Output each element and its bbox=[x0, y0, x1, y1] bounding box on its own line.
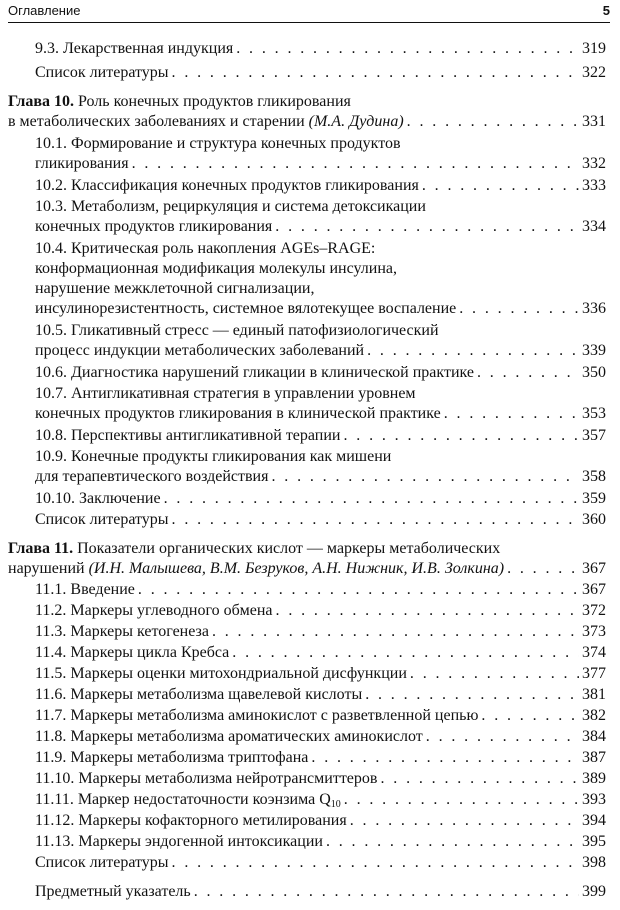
dot-leader bbox=[194, 882, 579, 902]
toc-entry-page: 384 bbox=[582, 728, 606, 745]
toc-entry-title: 10.9. Конечные продукты гликирования как мишени bbox=[35, 448, 392, 465]
toc-entry-title: 11.5. Маркеры оценки митохондриальной дисфункции bbox=[35, 665, 407, 682]
chapter-authors: (И.Н. Малышева, В.М. Безруков, А.Н. Нижник, И.В. Золкина) bbox=[88, 560, 505, 577]
toc-entry-11-4[interactable] bbox=[35, 643, 606, 663]
dot-leader bbox=[407, 112, 579, 132]
toc-entry-title: 11.9. Маркеры метаболизма триптофана bbox=[35, 749, 309, 766]
toc-entry-title-cont: инсулинорезистентность, системное вялотекущее воспаление bbox=[35, 300, 457, 317]
toc-entry-10-9-line2[interactable] bbox=[35, 467, 606, 487]
toc-entry-title-cont: гликирования bbox=[35, 155, 129, 172]
toc-entry-page: 334 bbox=[582, 218, 606, 235]
toc-entry-10-4-line3[interactable] bbox=[35, 279, 606, 299]
toc-entry-page: 360 bbox=[582, 511, 606, 528]
toc-chapter-11-title-line1[interactable] bbox=[8, 539, 606, 559]
toc-entry-11-references[interactable] bbox=[35, 853, 606, 873]
toc-entry-title: 10.1. Формирование и структура конечных продуктов bbox=[35, 135, 401, 152]
toc-entry-page: 358 bbox=[582, 468, 606, 485]
toc-entry-title: 11.6. Маркеры метаболизма щавелевой кислоты bbox=[35, 686, 363, 703]
toc-entry-title: 11.2. Маркеры углеводного обмена bbox=[35, 602, 273, 619]
toc-entry-10-10[interactable] bbox=[35, 489, 606, 509]
dot-leader bbox=[275, 217, 579, 237]
toc-entry-10-5-line1[interactable] bbox=[35, 321, 606, 341]
toc-entry-page: 374 bbox=[582, 644, 606, 661]
dot-leader bbox=[481, 706, 579, 726]
toc-entry-title-cont: конечных продуктов гликирования bbox=[35, 218, 273, 235]
dot-leader bbox=[236, 39, 579, 59]
toc-entry-page: 350 bbox=[582, 364, 606, 381]
toc-entry-page: 382 bbox=[582, 707, 606, 724]
toc-entry-10-9-line1[interactable] bbox=[35, 447, 606, 467]
toc-entry-11-7[interactable] bbox=[35, 706, 606, 726]
dot-leader bbox=[350, 811, 579, 831]
toc-entry-page: 398 bbox=[582, 854, 606, 871]
toc-entry-page: 381 bbox=[582, 686, 606, 703]
toc-entry-10-1-line1[interactable] bbox=[35, 134, 606, 154]
toc-entry-10-3-line1[interactable] bbox=[35, 197, 606, 217]
toc-entry-page: 339 bbox=[582, 342, 606, 359]
dot-leader bbox=[507, 559, 579, 579]
toc-entry-page: 333 bbox=[582, 177, 606, 194]
toc-entry-11-6[interactable] bbox=[35, 685, 606, 705]
toc-entry-title: 10.3. Метаболизм, рециркуляция и система детоксикации bbox=[35, 198, 426, 215]
dot-leader bbox=[311, 748, 579, 768]
dot-leader bbox=[212, 622, 579, 642]
toc-entry-title: 11.11. Маркер недостаточности коэнзима Q bbox=[35, 791, 331, 808]
dot-leader bbox=[410, 664, 579, 684]
toc-entry-title: 11.4. Маркеры цикла Кребса bbox=[35, 644, 230, 661]
dot-leader bbox=[343, 426, 579, 446]
subscript: 10 bbox=[330, 799, 341, 810]
toc-entry-11-10[interactable] bbox=[35, 769, 606, 789]
toc-entry-title: 11.1. Введение bbox=[35, 581, 135, 598]
dot-leader bbox=[367, 341, 579, 361]
toc-entry-11-11[interactable] bbox=[35, 790, 606, 810]
chapter-label: Глава 10. bbox=[8, 93, 74, 110]
header-title: Оглавление bbox=[8, 3, 81, 18]
toc-entry-page: 332 bbox=[582, 155, 606, 172]
dot-leader bbox=[172, 63, 579, 83]
dot-leader bbox=[426, 727, 579, 747]
toc-entry-title: Список литературы bbox=[35, 854, 169, 871]
toc-entry-title-cont: конформационная модификация молекулы инсулина, bbox=[35, 260, 397, 277]
chapter-authors: (М.А. Дудина) bbox=[308, 113, 404, 130]
dot-leader bbox=[344, 790, 579, 810]
dot-leader bbox=[326, 832, 579, 852]
toc-entry-title: Предметный указатель bbox=[35, 883, 191, 900]
toc-entry-11-1[interactable] bbox=[35, 580, 606, 600]
toc-entry-10-4-line4[interactable] bbox=[35, 299, 606, 319]
toc-entry-10-7-line2[interactable] bbox=[35, 404, 606, 424]
toc-entry-title-cont: конечных продуктов гликирования в клинической практике bbox=[35, 405, 441, 422]
toc-entry-11-8[interactable] bbox=[35, 727, 606, 747]
toc-entry-10-1-line2[interactable] bbox=[35, 154, 606, 174]
chapter-title-part: нарушений bbox=[8, 560, 89, 577]
toc-entry-title: Список литературы bbox=[35, 64, 169, 81]
toc-entry-page: 395 bbox=[582, 833, 606, 850]
toc-chapter-10-title-line1[interactable] bbox=[8, 92, 606, 112]
toc-entry-page: 336 bbox=[582, 300, 606, 317]
toc-entry-10-2[interactable] bbox=[35, 176, 606, 196]
toc-entry-11-3[interactable] bbox=[35, 622, 606, 642]
dot-leader bbox=[172, 853, 579, 873]
toc-entry-page: 357 bbox=[582, 427, 606, 444]
dot-leader bbox=[172, 510, 579, 530]
toc-entry-page: 387 bbox=[582, 749, 606, 766]
toc-entry-10-3-line2[interactable] bbox=[35, 217, 606, 237]
toc-entry-title: 10.10. Заключение bbox=[35, 490, 161, 507]
dot-leader bbox=[232, 643, 579, 663]
toc-entry-title: 11.12. Маркеры кофакторного метилирования bbox=[35, 812, 347, 829]
toc-entry-title: 11.13. Маркеры эндогенной интоксикации bbox=[35, 833, 323, 850]
toc-entry-page: 367 bbox=[582, 560, 606, 577]
toc-entry-title-cont: нарушение межклеточной сигнализации, bbox=[35, 280, 315, 297]
toc-entry-11-2[interactable] bbox=[35, 601, 606, 621]
toc-entry-10-7-line1[interactable] bbox=[35, 384, 606, 404]
dot-leader bbox=[477, 363, 579, 383]
toc-entry-page: 394 bbox=[582, 812, 606, 829]
dot-leader bbox=[459, 299, 579, 319]
toc-entry-title: 10.2. Классификация конечных продуктов гликирования bbox=[35, 177, 419, 194]
toc-entry-11-12[interactable] bbox=[35, 811, 606, 831]
toc-entry-10-5-line2[interactable] bbox=[35, 341, 606, 361]
dot-leader bbox=[365, 685, 579, 705]
toc-entry-11-5[interactable] bbox=[35, 664, 606, 684]
dot-leader bbox=[380, 769, 579, 789]
toc-entry-11-13[interactable] bbox=[35, 832, 606, 852]
toc-chapter-10-title-line2[interactable] bbox=[8, 112, 606, 132]
toc-entry-title: 10.7. Антигликативная стратегия в управлении уровнем bbox=[35, 385, 416, 402]
dot-leader bbox=[164, 489, 579, 509]
dot-leader bbox=[132, 154, 579, 174]
toc-entry-title: 10.4. Критическая роль накопления AGEs–RAGE: bbox=[35, 240, 376, 257]
toc-entry-title: 11.7. Маркеры метаболизма аминокислот с разветвленной цепью bbox=[35, 707, 479, 724]
toc-entry-page: 393 bbox=[582, 791, 606, 808]
toc-entry-title: 11.10. Маркеры метаболизма нейротрансмиттеров bbox=[35, 770, 378, 787]
toc-entry-subject-index[interactable] bbox=[35, 882, 606, 902]
dot-leader bbox=[444, 404, 579, 424]
toc-entry-9-3[interactable] bbox=[35, 39, 606, 59]
toc-entry-page: 372 bbox=[582, 602, 606, 619]
toc-entry-title: 10.8. Перспективы антигликативной терапии bbox=[35, 427, 341, 444]
toc-entry-title-cont: процесс индукции метаболических заболеваний bbox=[35, 342, 365, 359]
toc-entry-title: 11.3. Маркеры кетогенеза bbox=[35, 623, 209, 640]
chapter-label: Глава 11. bbox=[8, 540, 74, 557]
toc-entry-page: 331 bbox=[582, 113, 606, 130]
dot-leader bbox=[276, 601, 579, 621]
toc-entry-page: 319 bbox=[582, 40, 606, 57]
dot-leader bbox=[271, 467, 579, 487]
toc-entry-9-references[interactable] bbox=[35, 63, 606, 83]
toc-entry-page: 367 bbox=[582, 581, 606, 598]
toc-entry-10-6[interactable] bbox=[35, 363, 606, 383]
toc-entry-title: 11.8. Маркеры метаболизма ароматических аминокислот bbox=[35, 728, 423, 745]
toc-entry-page: 389 bbox=[582, 770, 606, 787]
toc-entry-page: 373 bbox=[582, 623, 606, 640]
running-header bbox=[8, 2, 610, 23]
toc-entry-title: 9.3. Лекарственная индукция bbox=[35, 40, 234, 57]
toc-entry-11-9[interactable] bbox=[35, 748, 606, 768]
toc-chapter-11-title-line2[interactable] bbox=[8, 559, 606, 579]
toc-entry-title: 10.5. Гликативный стресс — единый патофизиологический bbox=[35, 322, 439, 339]
chapter-title-part: в метаболических заболеваниях и старении bbox=[8, 113, 309, 130]
dot-leader bbox=[422, 176, 579, 196]
toc-entry-title: Список литературы bbox=[35, 511, 169, 528]
toc-entry-10-references[interactable] bbox=[35, 510, 606, 530]
toc-entry-page: 353 bbox=[582, 405, 606, 422]
toc-entry-10-4-line2[interactable] bbox=[35, 259, 606, 279]
chapter-title-part: Показатели органических кислот — маркеры метаболических bbox=[73, 540, 501, 557]
toc-entry-page: 399 bbox=[582, 883, 606, 900]
toc-entry-title: 10.6. Диагностика нарушений гликации в клинической практике bbox=[35, 364, 474, 381]
header-page-number: 5 bbox=[602, 3, 610, 18]
toc-entry-page: 377 bbox=[582, 665, 606, 682]
dot-leader bbox=[138, 580, 579, 600]
toc-entry-10-8[interactable] bbox=[35, 426, 606, 446]
chapter-title-part: Роль конечных продуктов гликирования bbox=[74, 93, 351, 110]
toc-entry-page: 322 bbox=[582, 64, 606, 81]
toc-entry-page: 359 bbox=[582, 490, 606, 507]
toc-entry-10-4-line1[interactable] bbox=[35, 239, 606, 259]
toc-entry-title-cont: для терапевтического воздействия bbox=[35, 468, 269, 485]
